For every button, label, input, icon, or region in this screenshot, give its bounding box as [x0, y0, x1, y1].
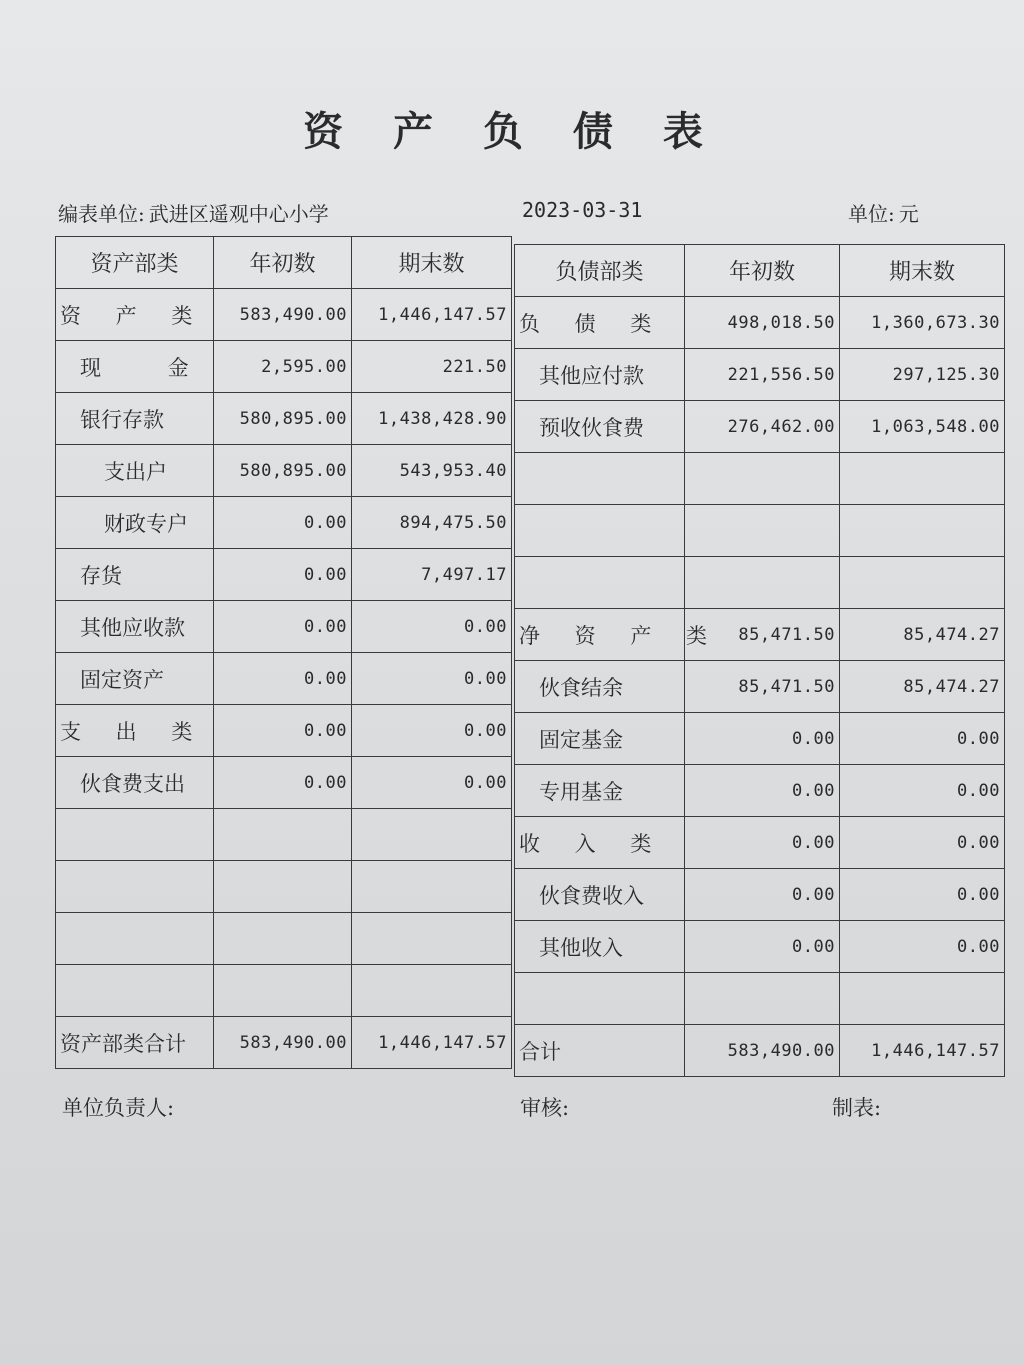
asset-begin-value [214, 861, 352, 913]
liability-end-value: 0.00 [840, 817, 1005, 869]
asset-item-name [56, 861, 214, 913]
asset-end-value: 0.00 [352, 757, 512, 809]
table-row [56, 549, 512, 601]
asset-item-name: 支出户 [56, 445, 214, 497]
liability-end-value [840, 973, 1005, 1025]
table-row [56, 965, 512, 1017]
liability-item-name: 净 资 产 类 [515, 609, 685, 661]
liability-header-begin: 年初数 [685, 245, 840, 297]
liability-header-name: 负债部类 [515, 245, 685, 297]
table-row [515, 661, 1005, 713]
table-row [515, 817, 1005, 869]
liability-item-name: 合计 [515, 1025, 685, 1077]
asset-end-value: 1,438,428.90 [352, 393, 512, 445]
asset-begin-value: 580,895.00 [214, 445, 352, 497]
table-row [56, 1017, 512, 1069]
asset-begin-value: 0.00 [214, 549, 352, 601]
liability-end-value [840, 505, 1005, 557]
asset-item-name: 伙食费支出 [56, 757, 214, 809]
table-row [515, 1025, 1005, 1077]
asset-header-name: 资产部类 [56, 237, 214, 289]
liability-end-value [840, 453, 1005, 505]
liability-end-value: 1,063,548.00 [840, 401, 1005, 453]
unit-name: 武进区遥观中心小学 [148, 202, 329, 226]
liability-item-name: 收 入 类 [515, 817, 685, 869]
asset-begin-value: 0.00 [214, 653, 352, 705]
table-row [56, 653, 512, 705]
liability-end-value [840, 557, 1005, 609]
table-row [56, 289, 512, 341]
liability-end-value: 297,125.30 [840, 349, 1005, 401]
liability-item-name: 其他收入 [515, 921, 685, 973]
table-row [515, 921, 1005, 973]
asset-item-name: 支 出 类 [56, 705, 214, 757]
table-row [56, 705, 512, 757]
liability-end-value: 0.00 [840, 921, 1005, 973]
signature-unit-head: 单位负责人: [62, 1096, 175, 1120]
liability-end-value: 1,446,147.57 [840, 1025, 1005, 1077]
asset-end-value: 221.50 [352, 341, 512, 393]
liability-item-name: 其他应付款 [515, 349, 685, 401]
asset-item-name [56, 809, 214, 861]
asset-end-value: 7,497.17 [352, 549, 512, 601]
page-title: 资 产 负 债 表 [303, 108, 721, 155]
table-row [515, 297, 1005, 349]
asset-begin-value: 0.00 [214, 757, 352, 809]
liability-begin-value [685, 557, 840, 609]
liability-end-value: 0.00 [840, 713, 1005, 765]
liability-end-value: 85,474.27 [840, 661, 1005, 713]
asset-begin-value: 2,595.00 [214, 341, 352, 393]
asset-end-value [352, 809, 512, 861]
liability-begin-value: 85,471.50 [685, 609, 840, 661]
table-row [515, 453, 1005, 505]
currency-info [848, 198, 919, 227]
liability-item-name: 固定基金 [515, 713, 685, 765]
liability-begin-value: 0.00 [685, 869, 840, 921]
asset-begin-value: 580,895.00 [214, 393, 352, 445]
currency-label: 单位: [848, 202, 895, 226]
asset-begin-value: 0.00 [214, 497, 352, 549]
liability-begin-value: 0.00 [685, 765, 840, 817]
liability-begin-value [685, 453, 840, 505]
table-row [56, 861, 512, 913]
table-row [56, 913, 512, 965]
liability-end-value: 85,474.27 [840, 609, 1005, 661]
asset-item-name: 存货 [56, 549, 214, 601]
liability-item-name [515, 453, 685, 505]
liability-end-value: 0.00 [840, 869, 1005, 921]
unit-label: 编表单位: [58, 202, 145, 226]
asset-item-name [56, 965, 214, 1017]
asset-end-value: 543,953.40 [352, 445, 512, 497]
asset-end-value: 0.00 [352, 705, 512, 757]
liability-begin-value: 85,471.50 [685, 661, 840, 713]
liability-header-row [515, 245, 1005, 297]
asset-end-value [352, 861, 512, 913]
asset-begin-value: 0.00 [214, 705, 352, 757]
table-row [56, 341, 512, 393]
asset-item-name: 银行存款 [56, 393, 214, 445]
table-row [56, 393, 512, 445]
asset-begin-value: 0.00 [214, 601, 352, 653]
asset-end-value: 0.00 [352, 601, 512, 653]
table-row [56, 809, 512, 861]
asset-end-value: 0.00 [352, 653, 512, 705]
liability-begin-value [685, 973, 840, 1025]
asset-begin-value: 583,490.00 [214, 289, 352, 341]
liability-begin-value: 0.00 [685, 921, 840, 973]
liability-item-name: 伙食费收入 [515, 869, 685, 921]
liability-item-name: 伙食结余 [515, 661, 685, 713]
table-row [515, 765, 1005, 817]
liability-begin-value: 583,490.00 [685, 1025, 840, 1077]
asset-end-value: 1,446,147.57 [352, 289, 512, 341]
liability-begin-value: 221,556.50 [685, 349, 840, 401]
asset-begin-value [214, 913, 352, 965]
table-row [515, 401, 1005, 453]
asset-header-end: 期末数 [352, 237, 512, 289]
liability-item-name [515, 505, 685, 557]
liability-header-end: 期末数 [840, 245, 1005, 297]
table-row [515, 349, 1005, 401]
liability-item-name: 负 债 类 [515, 297, 685, 349]
liability-begin-value: 0.00 [685, 817, 840, 869]
table-row [56, 497, 512, 549]
table-row [56, 757, 512, 809]
liability-end-value: 1,360,673.30 [840, 297, 1005, 349]
asset-end-value: 1,446,147.57 [352, 1017, 512, 1069]
signature-maker: 制表: [832, 1096, 882, 1120]
asset-begin-value [214, 809, 352, 861]
asset-end-value [352, 913, 512, 965]
report-date: 2023-03-31 [522, 198, 643, 222]
unit-info [58, 198, 329, 227]
asset-item-name: 固定资产 [56, 653, 214, 705]
asset-header-begin: 年初数 [214, 237, 352, 289]
liabilities-table [514, 244, 1005, 1077]
currency-value: 元 [898, 202, 919, 226]
table-row [515, 557, 1005, 609]
table-row [515, 973, 1005, 1025]
asset-item-name: 财政专户 [56, 497, 214, 549]
liability-item-name [515, 557, 685, 609]
asset-header-row [56, 237, 512, 289]
table-row [515, 869, 1005, 921]
liability-item-name: 专用基金 [515, 765, 685, 817]
table-row [56, 601, 512, 653]
asset-item-name [56, 913, 214, 965]
asset-begin-value [214, 965, 352, 1017]
liability-begin-value: 276,462.00 [685, 401, 840, 453]
assets-table [55, 236, 512, 1069]
liability-begin-value: 0.00 [685, 713, 840, 765]
liability-begin-value: 498,018.50 [685, 297, 840, 349]
signature-audit: 审核: [520, 1096, 570, 1120]
table-row [515, 505, 1005, 557]
asset-begin-value: 583,490.00 [214, 1017, 352, 1069]
liability-item-name: 预收伙食费 [515, 401, 685, 453]
asset-item-name: 资 产 类 [56, 289, 214, 341]
liability-end-value: 0.00 [840, 765, 1005, 817]
asset-item-name: 其他应收款 [56, 601, 214, 653]
asset-end-value: 894,475.50 [352, 497, 512, 549]
asset-item-name: 资产部类合计 [56, 1017, 214, 1069]
liability-item-name [515, 973, 685, 1025]
table-row [515, 713, 1005, 765]
table-row [56, 445, 512, 497]
asset-item-name: 现 金 [56, 341, 214, 393]
table-row [515, 609, 1005, 661]
liability-begin-value [685, 505, 840, 557]
asset-end-value [352, 965, 512, 1017]
